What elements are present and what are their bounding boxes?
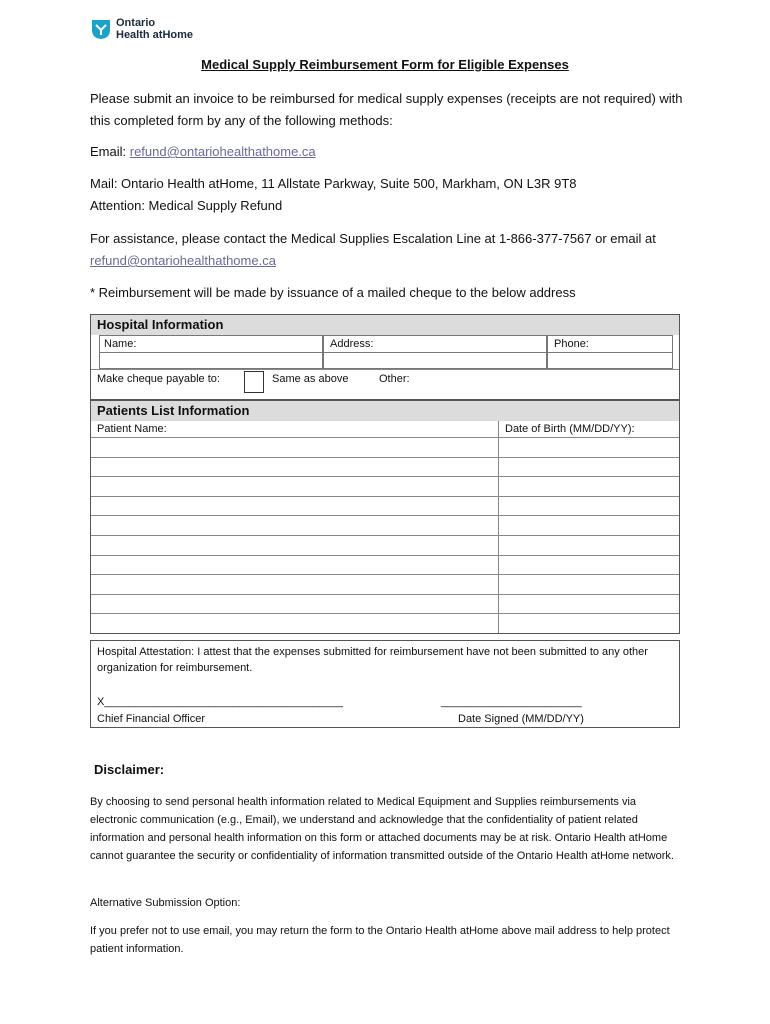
hospital-name-field[interactable] <box>100 352 322 368</box>
logo-line-2: Health atHome <box>116 29 194 41</box>
patient-name-field[interactable] <box>91 594 498 614</box>
mail-line-1: Mail: Ontario Health atHome, 11 Allstate Parkway, Suite 500, Markham, ON L3R 9T8 <box>90 176 577 191</box>
logo-line-1: Ontario <box>116 17 156 29</box>
same-as-above-checkbox[interactable] <box>244 371 264 393</box>
patient-name-field[interactable] <box>91 515 498 535</box>
same-as-above-label: Same as above <box>272 373 349 385</box>
patient-dob-field[interactable] <box>499 574 679 594</box>
logo <box>90 17 193 41</box>
page-title: Medical Supply Reimbursement Form for Eligible Expenses <box>201 57 569 72</box>
patient-dob-field[interactable] <box>499 515 679 535</box>
email-label: Email: <box>90 144 130 159</box>
patient-name-field[interactable] <box>91 574 498 594</box>
hospital-info-section <box>90 314 680 400</box>
patient-dob-field[interactable] <box>499 457 679 477</box>
patient-dob-field[interactable] <box>499 535 679 555</box>
dob-column-header: Date of Birth (MM/DD/YY): <box>505 423 635 435</box>
signature-label: Chief Financial Officer <box>97 713 206 725</box>
patients-list-section <box>90 400 680 634</box>
other-label: Other: <box>379 373 410 385</box>
email-line <box>90 141 690 163</box>
divider <box>91 369 679 370</box>
patient-dob-field[interactable] <box>499 437 679 457</box>
patients-list-header: Patients List Information <box>91 401 679 421</box>
patient-name-field[interactable] <box>91 457 498 477</box>
hospital-phone-cell <box>547 335 673 369</box>
hospital-address-cell <box>323 335 547 369</box>
hospital-address-label: Address: <box>330 338 374 350</box>
patient-dob-field[interactable] <box>499 476 679 496</box>
patient-name-field[interactable] <box>91 555 498 575</box>
email-link[interactable]: refund@ontariohealthathome.ca <box>129 144 316 159</box>
patient-dob-field[interactable] <box>499 594 679 614</box>
patient-name-field[interactable] <box>91 476 498 496</box>
alt-submission-heading: Alternative Submission Option: <box>90 897 241 909</box>
reimbursement-note: * Reimbursement will be made by issuance of a mailed cheque to the below address <box>90 285 576 300</box>
patient-dob-field[interactable] <box>499 555 679 575</box>
intro-text: Please submit an invoice to be reimbursed for medical supply expenses (receipts are not required) with this completed form by any of the following methods: <box>90 91 683 128</box>
patient-name-field[interactable] <box>91 535 498 555</box>
hospital-info-header: Hospital Information <box>91 315 679 335</box>
alt-submission-body: If you prefer not to use email, you may return the form to the Ontario Health atHome above mail address to help protect patient information. <box>90 925 670 955</box>
attestation-section <box>90 640 680 728</box>
date-label: Date Signed (MM/DD/YY) <box>458 713 584 725</box>
patient-name-column-header: Patient Name: <box>97 423 167 435</box>
patient-dob-field[interactable] <box>499 613 679 633</box>
ontario-trillium-icon <box>90 18 112 40</box>
hospital-phone-label: Phone: <box>554 338 589 350</box>
hospital-address-field[interactable] <box>324 352 546 368</box>
patient-dob-field[interactable] <box>499 496 679 516</box>
assistance-text <box>90 228 690 272</box>
disclaimer-heading: Disclaimer: <box>94 762 165 777</box>
hospital-name-label: Name: <box>104 338 137 350</box>
signature-line[interactable]: X_______________________________________ <box>97 696 343 708</box>
assistance-label: For assistance, please contact the Medical Supplies Escalation Line at 1-866-377-7567 or email at <box>90 231 656 246</box>
hospital-phone-field[interactable] <box>548 352 672 368</box>
patient-name-field[interactable] <box>91 437 498 457</box>
mail-line-2: Attention: Medical Supply Refund <box>90 198 283 213</box>
disclaimer-body: By choosing to send personal health information related to Medical Equipment and Supplies reimbursements via electronic communication (e.g., Email), we understand and acknowledge that the confidentiality of patient related information and personal health information on this form or attached documents may be at risk. Ontario Health atHome cannot guarantee the security or confidentiality of information transmitted outside of the Ontario Health atHome network. <box>90 796 674 862</box>
hospital-name-cell <box>99 335 323 369</box>
assistance-email-link[interactable]: refund@ontariohealthathome.ca <box>90 253 276 268</box>
patient-name-field[interactable] <box>91 613 498 633</box>
patient-name-field[interactable] <box>91 496 498 516</box>
attestation-text: Hospital Attestation: I attest that the expenses submitted for reimbursement have not been submitted to any other organization for reimbursement. <box>97 646 648 674</box>
cheque-payable-label: Make cheque payable to: <box>97 373 220 385</box>
date-line[interactable]: _______________________ <box>441 696 582 708</box>
